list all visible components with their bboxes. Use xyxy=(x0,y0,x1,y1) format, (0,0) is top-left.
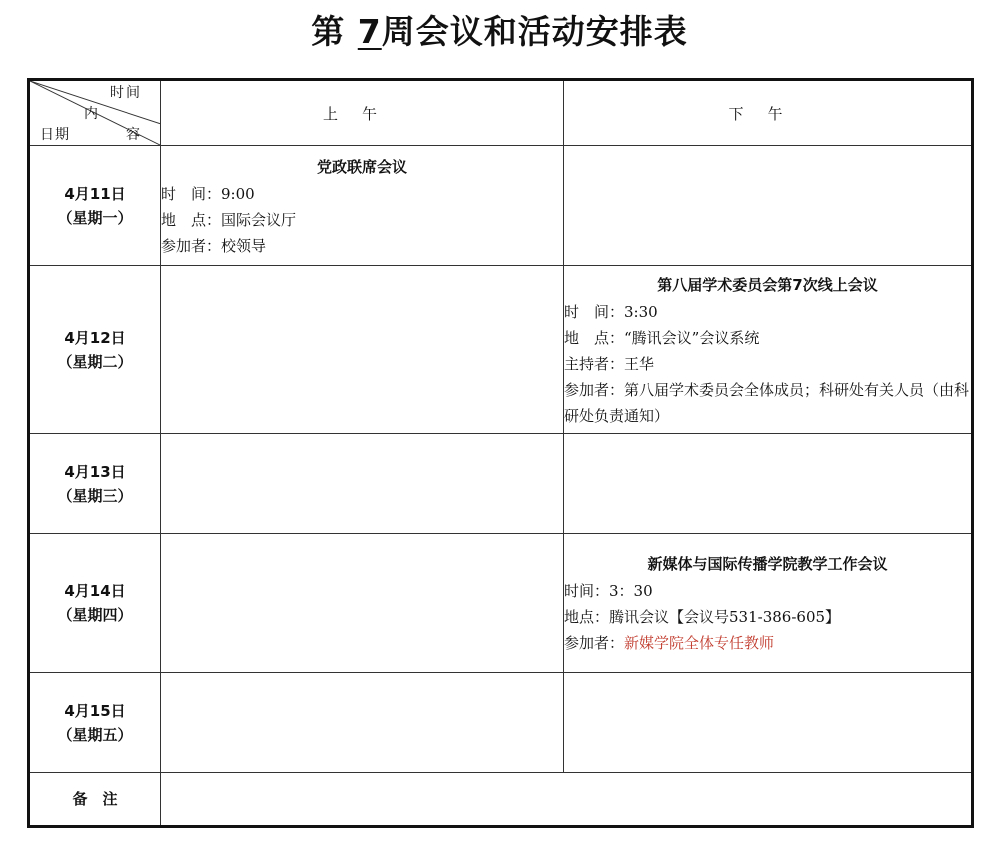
title-suffix: 周会议和活动安排表 xyxy=(381,12,688,51)
week-number: 7 xyxy=(357,12,382,51)
table-row xyxy=(29,534,973,673)
event-attendees: 参加者：校领导 xyxy=(161,236,267,255)
attendees-label: 参加者： xyxy=(564,634,625,652)
afternoon-cell xyxy=(564,673,973,773)
date-cell xyxy=(29,534,161,673)
table-row xyxy=(29,673,973,773)
date-label: 4月13日 xyxy=(64,462,126,481)
attendees-value: 新媒学院全体专任教师 xyxy=(624,634,775,652)
remarks-row xyxy=(29,773,973,827)
event-time: 时 间：3:30 xyxy=(564,302,658,321)
event-time: 时间：3：30 xyxy=(564,582,653,600)
table-row xyxy=(29,146,973,266)
remarks-label: 备 注 xyxy=(29,773,161,827)
title-prefix: 第 xyxy=(311,12,346,51)
date-label: 4月14日 xyxy=(64,582,126,600)
header-morning: 上午 xyxy=(161,80,564,146)
date-label: 4月15日 xyxy=(64,701,126,720)
weekday-label: （星期五） xyxy=(57,725,133,744)
event-place: 地 点：“腾讯会议”会议系统 xyxy=(564,328,760,347)
event-attendees: 参加者：第八届学术委员会全体成员；科研处有关人员（由科研处负责通知） xyxy=(564,380,970,425)
diag-label-content-1: 内 xyxy=(84,106,98,122)
date-cell xyxy=(29,434,161,534)
event-place: 地点：腾讯会议【会议号531-386-605】 xyxy=(564,608,841,626)
afternoon-cell xyxy=(564,146,973,266)
header-row xyxy=(29,80,973,146)
weekday-label: （星期二） xyxy=(57,352,133,371)
afternoon-cell xyxy=(564,266,973,434)
page-title xyxy=(0,8,999,56)
remarks-content xyxy=(161,773,973,827)
morning-cell xyxy=(161,534,564,673)
date-cell xyxy=(29,266,161,434)
table-row xyxy=(29,434,973,534)
diag-label-time: 时间 xyxy=(110,85,142,101)
weekday-label: （星期三） xyxy=(57,486,133,505)
diag-label-content-2: 容 xyxy=(126,127,140,143)
schedule-table xyxy=(27,78,974,828)
date-label: 4月12日 xyxy=(64,328,126,347)
weekday-label: （星期一） xyxy=(57,208,133,227)
diag-label-date: 日期 xyxy=(40,127,70,143)
header-afternoon: 下午 xyxy=(564,80,973,146)
table-row xyxy=(29,266,973,434)
date-label: 4月11日 xyxy=(64,184,126,203)
weekday-label: （星期四） xyxy=(57,606,133,624)
morning-cell xyxy=(161,434,564,534)
afternoon-cell xyxy=(564,434,973,534)
afternoon-cell xyxy=(564,534,973,673)
diagonal-header-cell xyxy=(29,80,161,146)
event-attendees xyxy=(564,630,971,656)
event-title: 党政联席会议 xyxy=(316,157,407,176)
morning-cell xyxy=(161,673,564,773)
event-host: 主持者：王华 xyxy=(564,354,655,373)
event-time: 时 间：9:00 xyxy=(161,184,255,203)
event-place: 地 点：国际会议厅 xyxy=(161,210,297,229)
event-title: 第八届学术委员会第7次线上会议 xyxy=(657,275,878,294)
morning-cell xyxy=(161,146,564,266)
event-title: 新媒体与国际传播学院教学工作会议 xyxy=(647,555,888,573)
date-cell xyxy=(29,673,161,773)
date-cell xyxy=(29,146,161,266)
morning-cell xyxy=(161,266,564,434)
